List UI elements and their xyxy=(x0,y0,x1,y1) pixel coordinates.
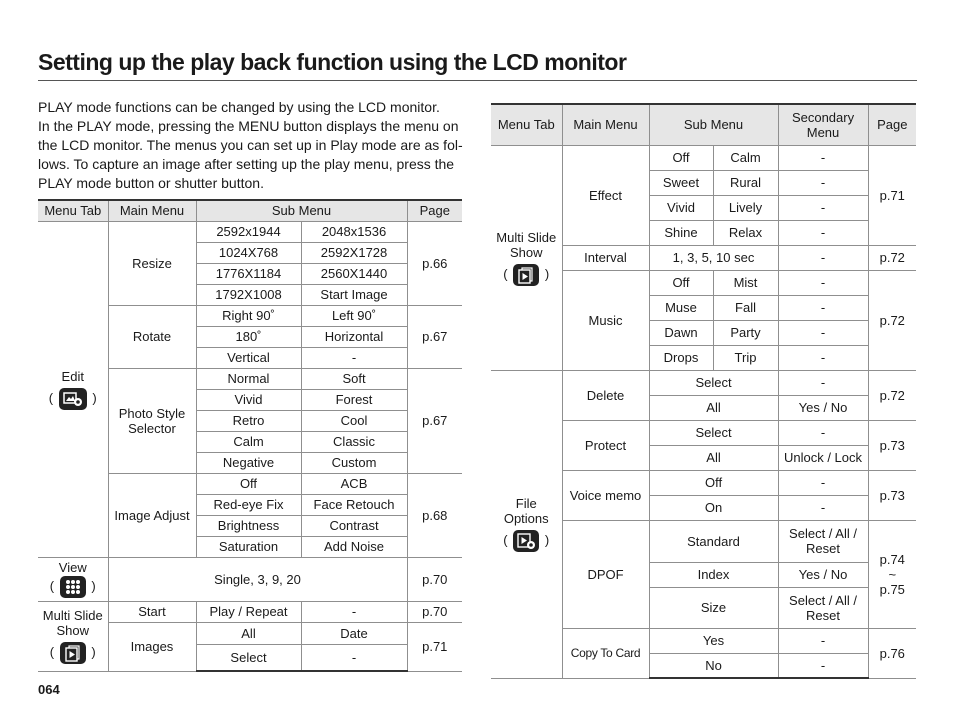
sub-menu-cell: Mist xyxy=(713,270,778,295)
menu-tab-file-options xyxy=(491,370,562,678)
sub-menu-cell: Normal xyxy=(196,368,301,389)
sub-menu-cell: Index xyxy=(649,562,778,587)
secondary-menu-cell: Select / All / Reset xyxy=(778,520,868,562)
sub-menu-cell: 1024X768 xyxy=(196,242,301,263)
page-ref: p.73 xyxy=(868,420,916,470)
sub-menu-cell: Muse xyxy=(649,295,713,320)
page-ref: p.76 xyxy=(868,628,916,678)
main-menu-music: Music xyxy=(562,270,649,370)
sub-menu-cell: Contrast xyxy=(301,515,407,536)
menu-tab-view xyxy=(38,557,108,601)
sub-menu-cell: Off xyxy=(649,145,713,170)
sub-menu-cell: Start Image xyxy=(301,284,407,305)
secondary-menu-cell: Select / All / Reset xyxy=(778,587,868,628)
menu-tab-multi-slide-show xyxy=(38,601,108,671)
main-menu-protect: Protect xyxy=(562,420,649,470)
sub-menu-cell: Calm xyxy=(713,145,778,170)
menu-tab-label: Edit xyxy=(61,368,84,384)
secondary-menu-cell: - xyxy=(778,145,868,170)
sub-menu-cell: Red-eye Fix xyxy=(196,494,301,515)
header-sub-menu: Sub Menu xyxy=(196,200,407,221)
menu-tab-label: Multi Slide Show xyxy=(42,608,103,638)
page-ref: p.71 xyxy=(868,145,916,245)
sub-menu-cell: Shine xyxy=(649,220,713,245)
sub-menu-cell: Relax xyxy=(713,220,778,245)
page-number: 064 xyxy=(38,682,60,697)
sub-menu-cell: Select xyxy=(196,644,301,671)
page-ref-bottom: p.75 xyxy=(879,581,905,597)
intro-line: PLAY mode button or shutter button. xyxy=(38,175,264,191)
sub-menu-cell: Off xyxy=(196,473,301,494)
sub-menu-cell: Vivid xyxy=(649,195,713,220)
header-main-menu: Main Menu xyxy=(108,200,196,221)
paren-close: ) xyxy=(544,265,550,281)
intro-line: In the PLAY mode, pressing the MENU button displays the menu on xyxy=(38,118,459,134)
sub-menu-cell: - xyxy=(301,644,407,671)
sub-menu-cell: Forest xyxy=(301,389,407,410)
intro-line: lows. To capture an image after setting up the play menu, press the xyxy=(38,156,455,172)
main-menu-rotate: Rotate xyxy=(108,305,196,368)
page-ref: p.68 xyxy=(407,473,462,557)
page-ref: p.67 xyxy=(407,368,462,473)
sub-menu-cell: Custom xyxy=(301,452,407,473)
sub-menu-cell: Retro xyxy=(196,410,301,431)
play-icon xyxy=(60,642,86,664)
intro-line: the LCD monitor. The menus you can set up in Play mode are as fol- xyxy=(38,137,463,153)
secondary-menu-cell: Unlock / Lock xyxy=(778,445,868,470)
sub-menu-cell: Vertical xyxy=(196,347,301,368)
view-sub-menu: Single, 3, 9, 20 xyxy=(108,557,407,601)
secondary-menu-cell: - xyxy=(778,420,868,445)
page-ref: p.70 xyxy=(407,557,462,601)
page-ref: p.72 xyxy=(868,270,916,370)
paren-close: ) xyxy=(91,644,96,660)
page-ref-range: ~ xyxy=(888,566,897,582)
paren-open: ( xyxy=(503,532,508,548)
sub-menu-cell: Date xyxy=(301,622,407,644)
sub-menu-cell: ACB xyxy=(301,473,407,494)
main-menu-effect: Effect xyxy=(562,145,649,245)
sub-menu-cell: 1792X1008 xyxy=(196,284,301,305)
secondary-menu-cell: - xyxy=(778,245,868,270)
main-menu-delete: Delete xyxy=(562,370,649,420)
secondary-menu-cell: - xyxy=(778,295,868,320)
paren-close: ) xyxy=(91,578,96,594)
file-options-icon xyxy=(513,530,539,552)
secondary-menu-cell: - xyxy=(778,370,868,395)
sub-menu-cell: No xyxy=(649,653,778,678)
sub-menu-cell: Negative xyxy=(196,452,301,473)
sub-menu-cell: On xyxy=(649,495,778,520)
secondary-menu-cell: - xyxy=(778,220,868,245)
sub-menu-cell: Sweet xyxy=(649,170,713,195)
secondary-menu-cell: - xyxy=(778,628,868,653)
paren-open: ( xyxy=(48,389,54,405)
paren-open: ( xyxy=(503,265,508,281)
menu-tab-label: Multi Slide Show xyxy=(496,229,557,260)
intro-line: PLAY mode functions can be changed by using the LCD monitor. xyxy=(38,99,440,115)
sub-menu-cell: Horizontal xyxy=(301,326,407,347)
sub-menu-cell: 1776X1184 xyxy=(196,263,301,284)
right-menu-table xyxy=(491,103,916,679)
sub-menu-cell: Select xyxy=(649,420,778,445)
sub-menu-cell: Trip xyxy=(713,345,778,370)
main-menu-resize: Resize xyxy=(108,221,196,305)
secondary-menu-cell: - xyxy=(778,345,868,370)
page-ref: p.71 xyxy=(407,622,462,671)
main-menu-images: Images xyxy=(108,622,196,671)
thumbnail-grid-icon xyxy=(60,576,86,598)
sub-menu-cell: Party xyxy=(713,320,778,345)
sub-menu-cell: All xyxy=(649,395,778,420)
sub-menu-cell: Vivid xyxy=(196,389,301,410)
page-ref: p.70 xyxy=(407,601,462,622)
secondary-menu-cell: - xyxy=(778,195,868,220)
sub-menu-cell: Rural xyxy=(713,170,778,195)
menu-tab-label: View xyxy=(58,560,87,575)
sub-menu-cell: Standard xyxy=(649,520,778,562)
sub-menu-cell: 2592x1944 xyxy=(196,221,301,242)
main-menu-copy-to-card: Copy To Card xyxy=(562,628,649,678)
page-ref: p.72 xyxy=(868,370,916,420)
sub-menu-cell: Yes xyxy=(649,628,778,653)
sub-menu-cell: Dawn xyxy=(649,320,713,345)
secondary-menu-cell: - xyxy=(778,320,868,345)
menu-tab-multi-slide-show xyxy=(491,145,562,370)
sub-menu-cell: All xyxy=(196,622,301,644)
sub-menu-cell: Calm xyxy=(196,431,301,452)
sub-menu-cell: 2592X1728 xyxy=(301,242,407,263)
header-main-menu: Main Menu xyxy=(562,104,649,145)
page-ref-top: p.74 xyxy=(879,551,905,567)
main-menu-start: Start xyxy=(108,601,196,622)
sub-menu-cell: Brightness xyxy=(196,515,301,536)
main-menu-voice-memo: Voice memo xyxy=(562,470,649,520)
page-ref: p.67 xyxy=(407,305,462,368)
main-menu-image-adjust: Image Adjust xyxy=(108,473,196,557)
paren-close: ) xyxy=(544,532,550,548)
page-title: Setting up the play back function using the LCD monitor xyxy=(38,49,627,75)
left-menu-table xyxy=(38,199,462,672)
header-page: Page xyxy=(868,104,916,145)
paren-close: ) xyxy=(92,389,97,405)
secondary-menu-cell: - xyxy=(778,170,868,195)
secondary-menu-cell: - xyxy=(778,270,868,295)
paren-open: ( xyxy=(49,578,55,594)
sub-menu-cell: Soft xyxy=(301,368,407,389)
sub-menu-cell: 2048x1536 xyxy=(301,221,407,242)
title-divider xyxy=(38,80,917,81)
sub-menu-cell: Fall xyxy=(713,295,778,320)
page-ref: p.72 xyxy=(868,245,916,270)
sub-menu-cell: 1, 3, 5, 10 sec xyxy=(649,245,778,270)
main-menu-photo-style: Photo Style Selector xyxy=(108,368,196,473)
main-menu-interval: Interval xyxy=(562,245,649,270)
sub-menu-cell: - xyxy=(301,347,407,368)
page-ref: p.66 xyxy=(407,221,462,305)
sub-menu-cell: All xyxy=(649,445,778,470)
sub-menu-cell: Add Noise xyxy=(301,536,407,557)
sub-menu-cell: Saturation xyxy=(196,536,301,557)
page-ref: p.73 xyxy=(868,470,916,520)
sub-menu-cell: Right 90˚ xyxy=(196,305,301,326)
sub-menu-cell: 180˚ xyxy=(196,326,301,347)
header-page: Page xyxy=(407,200,462,221)
sub-menu-cell: Drops xyxy=(649,345,713,370)
edit-icon xyxy=(59,388,87,410)
sub-menu-cell: Classic xyxy=(301,431,407,452)
header-sub-menu: Sub Menu xyxy=(649,104,778,145)
sub-menu-cell: Lively xyxy=(713,195,778,220)
play-icon xyxy=(513,264,539,286)
menu-tab-label: File Options xyxy=(503,496,549,526)
main-menu-dpof: DPOF xyxy=(562,520,649,628)
sub-menu-cell: Face Retouch xyxy=(301,494,407,515)
secondary-menu-cell: - xyxy=(778,470,868,495)
sub-menu-cell: 2560X1440 xyxy=(301,263,407,284)
sub-menu-cell: Play / Repeat xyxy=(196,601,301,622)
header-menu-tab: Menu Tab xyxy=(491,104,562,145)
sub-menu-cell: Select xyxy=(649,370,778,395)
secondary-menu-cell: Yes / No xyxy=(778,395,868,420)
intro-paragraph xyxy=(38,98,468,193)
sub-menu-cell: Left 90˚ xyxy=(301,305,407,326)
header-menu-tab: Menu Tab xyxy=(38,200,108,221)
sub-menu-cell: Cool xyxy=(301,410,407,431)
paren-open: ( xyxy=(49,644,55,660)
menu-tab-edit xyxy=(38,221,108,557)
sub-menu-cell: Off xyxy=(649,270,713,295)
sub-menu-cell: Off xyxy=(649,470,778,495)
secondary-menu-cell: - xyxy=(778,495,868,520)
sub-menu-cell: - xyxy=(301,601,407,622)
sub-menu-cell: Size xyxy=(649,587,778,628)
secondary-menu-cell: - xyxy=(778,653,868,678)
header-secondary-menu: Secondary Menu xyxy=(778,104,868,145)
secondary-menu-cell: Yes / No xyxy=(778,562,868,587)
page-ref xyxy=(868,520,916,628)
